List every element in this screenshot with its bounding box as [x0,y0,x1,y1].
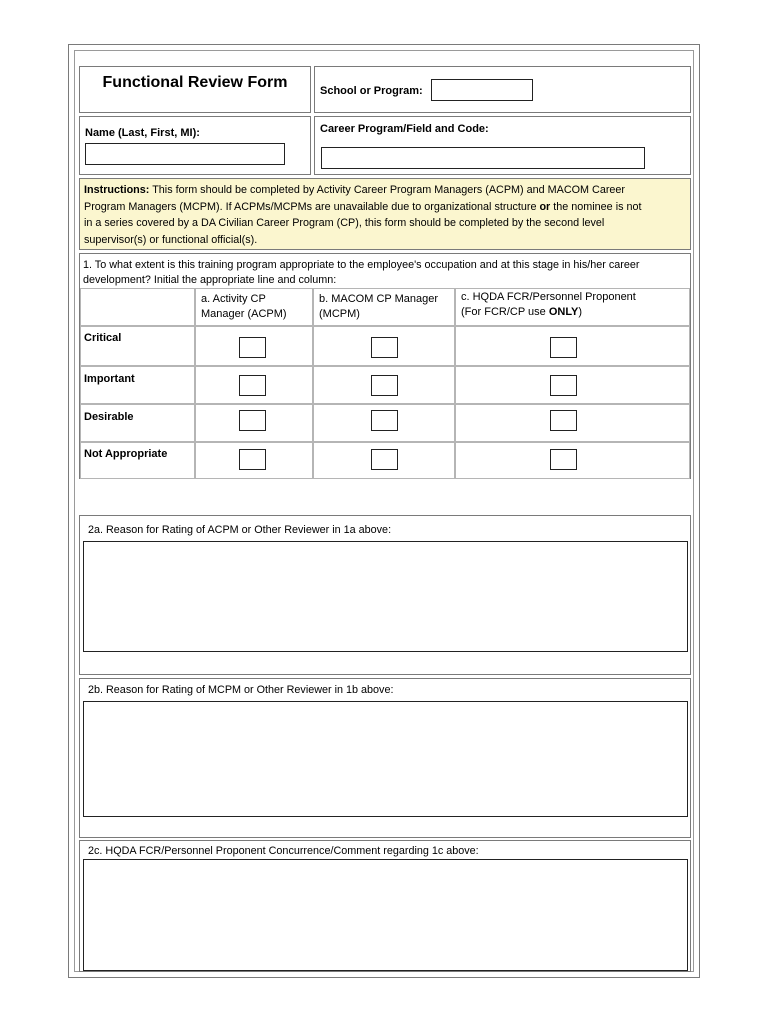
checkbox-not-appropriate-mcpm[interactable] [371,449,398,470]
col-b-header-line1: b. MACOM CP Manager [319,293,439,305]
question1-text [83,258,689,288]
career-cell [314,116,691,175]
col-a-header [195,288,313,326]
checkbox-important-hqda[interactable] [550,375,577,396]
col-c-header-line2a: (For FCR/CP use [461,306,549,318]
cell-desirable-c [455,404,690,442]
cell-critical-a [195,326,313,366]
question2a-block [79,515,691,675]
school-cell [314,66,691,113]
cell-important-b [313,366,455,404]
checkbox-critical-hqda[interactable] [550,337,577,358]
cell-not-appropriate-c [455,442,690,479]
cell-critical-b [313,326,455,366]
row-desirable-label-cell [80,404,195,442]
question2c-label: 2c. HQDA FCR/Personnel Proponent Concurrence/Comment regarding 1c above: [88,845,479,857]
header-empty-cell [80,288,195,326]
row-desirable-label: Desirable [84,411,134,423]
name-input[interactable] [85,143,285,165]
career-input[interactable] [321,147,645,169]
cell-not-appropriate-a [195,442,313,479]
instructions-lead: Instructions: [84,184,150,196]
checkbox-critical-acpm[interactable] [239,337,266,358]
cell-important-a [195,366,313,404]
question1-line2: development? Initial the appropriate line and column: [83,274,337,286]
checkbox-desirable-acpm[interactable] [239,410,266,431]
instructions-line4: supervisor(s) or functional official(s). [84,233,258,246]
instructions-or: or [539,200,551,213]
title-cell [79,66,311,113]
col-b-header-line2: (MCPM) [319,308,360,320]
col-b-header [313,288,455,326]
col-a-header-line2: Manager (ACPM) [201,308,287,320]
question2b-textarea[interactable] [83,701,688,817]
question2a-label: 2a. Reason for Rating of ACPM or Other Reviewer in 1a above: [88,524,392,536]
checkbox-not-appropriate-acpm[interactable] [239,449,266,470]
school-input[interactable] [431,79,533,101]
checkbox-critical-mcpm[interactable] [371,337,398,358]
cell-critical-c [455,326,690,366]
col-c-header [455,288,690,326]
checkbox-important-mcpm[interactable] [371,375,398,396]
instructions-line2a: Program Managers (MCPM). If ACPMs/MCPMs are unavailable due to organizational structure [84,200,540,213]
instructions-line1: This form should be completed by Activity Career Program Managers (ACPM) and MACOM Career [149,184,626,196]
col-c-header-line1: c. HQDA FCR/Personnel Proponent [461,291,636,303]
checkbox-desirable-hqda[interactable] [550,410,577,431]
col-a-header-line1: a. Activity CP [201,293,266,305]
question2b-label: 2b. Reason for Rating of MCPM or Other Reviewer in 1b above: [88,684,394,696]
school-label: School or Program: [320,85,423,97]
career-label: Career Program/Field and Code: [320,123,489,135]
cell-important-c [455,366,690,404]
row-important-label: Important [84,373,135,385]
col-c-only: ONLY [548,306,579,318]
row-not-appropriate-label: Not Appropriate [84,448,168,460]
question2b-block [79,678,691,838]
instructions-line2c: the nominee is not [550,200,642,213]
cell-not-appropriate-b [313,442,455,479]
name-label: Name (Last, First, MI): [85,127,200,139]
question2a-textarea[interactable] [83,541,688,652]
cell-desirable-b [313,404,455,442]
name-cell [79,116,311,175]
question2c-textarea[interactable] [83,859,688,971]
checkbox-not-appropriate-hqda[interactable] [550,449,577,470]
checkbox-desirable-mcpm[interactable] [371,410,398,431]
row-critical-label: Critical [84,332,122,344]
question1-line1: 1. To what extent is this training program appropriate to the employee's occupation and at this stage in his/her career [83,259,640,271]
cell-desirable-a [195,404,313,442]
row-important-label-cell [80,366,195,404]
col-c-header-line2c: ) [578,306,583,318]
row-not-appropriate-label-cell [80,442,195,479]
question2c-block [79,840,691,972]
row-critical-label-cell [80,326,195,366]
form-title: Functional Review Form [102,74,288,91]
checkbox-important-acpm[interactable] [239,375,266,396]
instructions-line3: in a series covered by a DA Civilian Career Program (CP), this form should be completed by the second level [84,217,605,229]
instructions-box [79,178,691,250]
